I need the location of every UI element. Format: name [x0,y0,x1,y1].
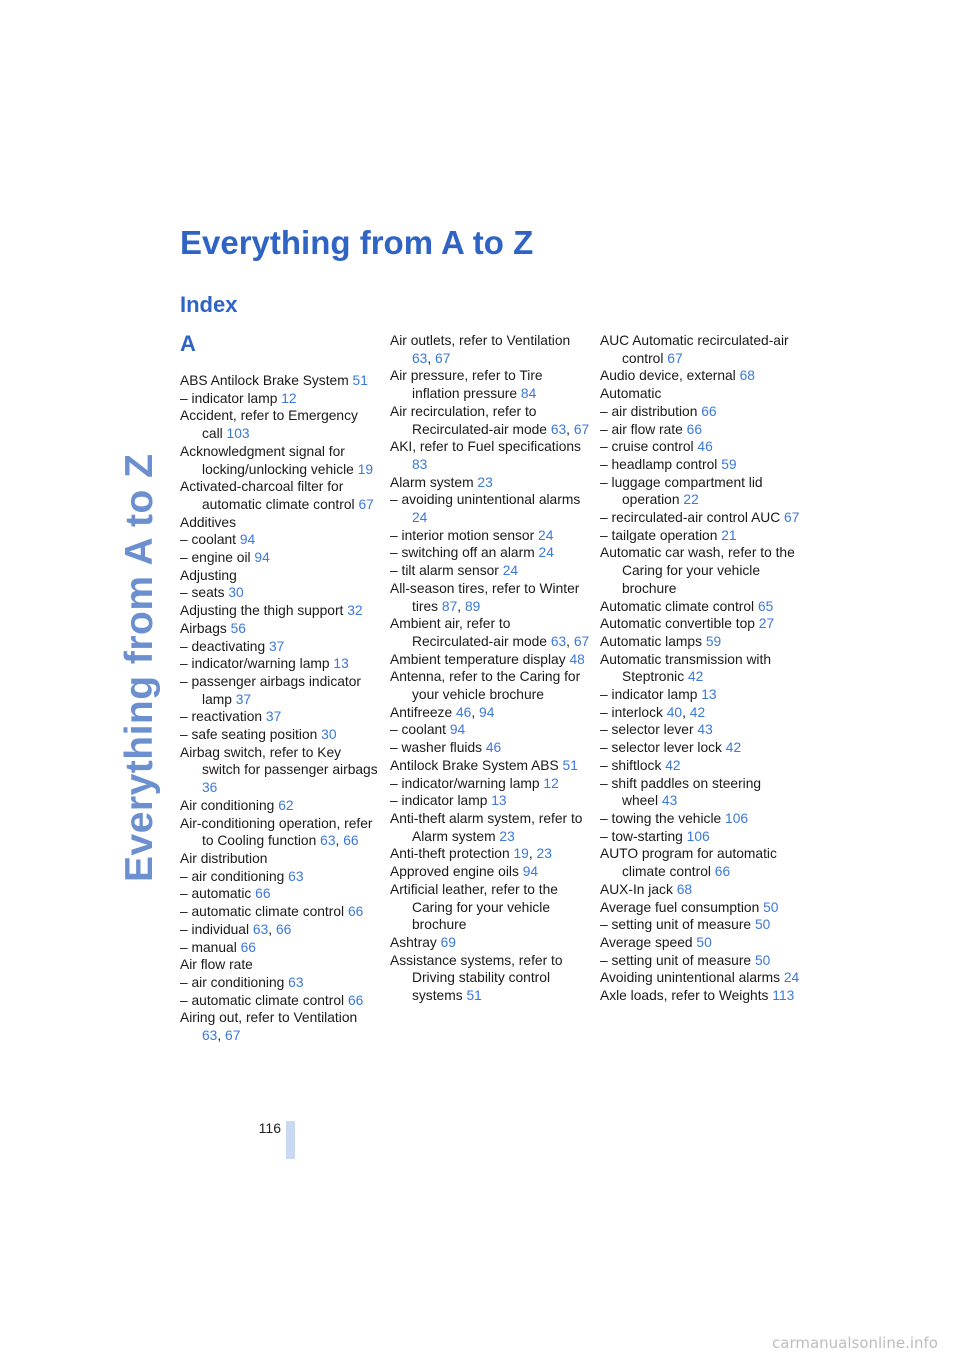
index-entry [600,544,800,597]
index-entry-term: Adjusting [180,567,237,583]
index-entry-term: – shiftlock [600,757,662,773]
index-entry [180,478,380,513]
page-reference-link[interactable]: 50 [754,952,771,968]
index-entry-term: AKI, refer to Fuel specifications [390,439,581,455]
page-reference-link[interactable]: 66 [240,939,256,955]
page-reference-link[interactable]: 24 [502,563,519,579]
index-entry [180,372,380,390]
page-reference-link[interactable]: 51 [562,757,578,773]
index-subtitle: Index [180,292,238,317]
index-entry-term: Acknowledgment signal for locking/unlocking vehicle [180,443,354,477]
index-entry-term: Approved engine oils [390,864,519,880]
index-entry-term: – indicator/warning lamp [390,775,540,791]
index-entry [390,544,590,562]
page-separator: , [471,704,476,720]
index-entry [600,775,800,810]
index-entry-term: – selector lever lock [600,740,722,756]
index-entry [600,881,800,899]
page-reference-link[interactable]: 27 [758,616,775,632]
index-entry-term: Alarm system [390,474,474,490]
index-entry [390,438,590,473]
page-reference-link[interactable]: 24 [412,510,428,526]
page-reference-link[interactable]: 94 [449,722,466,738]
index-entry-term: Axle loads, refer to Weights [600,988,769,1004]
page-reference-link[interactable]: 68 [676,881,693,897]
page-number-bar [286,1121,295,1159]
index-entry-term: Avoiding unintentional alarms [600,970,780,986]
index-entry-term: Average speed [600,934,693,950]
page-reference-link[interactable]: 42 [689,704,706,720]
index-entry [180,708,380,726]
index-entry [600,828,800,846]
index-entry [600,739,800,757]
index-entry [180,956,380,974]
page-reference-link[interactable]: 46 [485,740,502,756]
index-entry [390,775,590,793]
page-separator: , [217,1028,222,1044]
page-reference-link[interactable]: 42 [725,740,742,756]
index-entry [180,514,380,532]
index-entry [390,403,590,438]
page-reference-link[interactable]: 46 [697,439,713,455]
index-entry [180,797,380,815]
page-reference-link[interactable]: 83 [412,456,428,472]
index-entry-term: Average fuel consumption [600,899,760,915]
page-separator: , [335,833,340,849]
index-entry [390,739,590,757]
index-entry-term: – coolant [180,532,236,548]
index-entry [390,367,590,402]
page-separator: , [566,421,571,437]
index-entry [600,810,800,828]
index-entry [180,655,380,673]
page-reference-link[interactable]: 67 [358,496,374,512]
page-reference-link[interactable]: 62 [278,797,294,813]
index-entry-term: – interlock [600,704,663,720]
page-reference-link[interactable]: 40 [666,704,683,720]
index-entry-term: Air flow rate [180,957,253,973]
index-entry [180,638,380,656]
page-number: 116 [258,1120,281,1136]
index-entry [600,456,800,474]
page-reference-link[interactable]: 30 [321,727,337,743]
index-entry [600,969,800,987]
index-entry [600,332,800,367]
page-reference-link[interactable]: 24 [538,545,554,561]
page-reference-link[interactable]: 50 [763,899,779,915]
page-reference-link[interactable]: 51 [352,373,368,388]
side-section-title: Everything from A to Z [118,453,161,882]
index-entry-term: Air-conditioning operation, refer to Cooling function [180,815,373,849]
index-entry-term: – avoiding unintentional alarms [390,492,581,508]
index-entry-term: – seats [180,585,225,601]
page-reference-link[interactable]: 46 [455,704,472,720]
index-entry [180,974,380,992]
index-entry-term: Air pressure, refer to Tire inflation pressure [390,368,543,402]
index-entry-term: – towing the vehicle [600,810,722,826]
index-entry-term: – interior motion sensor [390,527,535,543]
index-entry-term: Ashtray [390,934,437,950]
page-reference-link[interactable]: 94 [254,550,270,566]
page-reference-link[interactable]: 59 [705,633,722,649]
index-entry [180,1009,380,1044]
index-entry [180,602,380,620]
page-reference-link[interactable]: 67 [435,350,451,366]
page-reference-link[interactable]: 113 [772,988,795,1004]
page-reference-link[interactable]: 43 [661,793,678,809]
index-entry [390,881,590,934]
index-entry-term: – air conditioning [180,868,285,884]
index-entry-term: – passenger airbags indicator lamp [180,673,362,707]
page-reference-link[interactable]: 66 [275,921,292,937]
index-entry [600,615,800,633]
index-entry-term: – safe seating position [180,727,318,743]
index-entry-term: Automatic transmission with Steptronic [600,651,771,685]
index-entry-term: Automatic [600,386,662,402]
index-entry-term: – automatic [180,886,252,902]
index-entry [600,721,800,739]
index-entry-term: AUX-In jack [600,881,673,897]
index-entry-term: – cruise control [600,439,694,455]
index-entry [390,562,590,580]
page-reference-link[interactable]: 94 [522,864,539,880]
page-separator: , [427,350,432,366]
index-entry-term: Accident, refer to Emergency call [180,408,358,442]
index-entry-term: – engine oil [180,550,251,566]
page-reference-link[interactable]: 43 [697,722,713,738]
index-entry [180,939,380,957]
index-entry-term: Airbag switch, refer to Key switch for passenger airbags [180,744,378,778]
page-reference-link[interactable]: 67 [784,510,800,526]
index-entry [180,531,380,549]
page-reference-link[interactable]: 69 [440,934,456,950]
index-entry-term: – tilt alarm sensor [390,563,499,579]
page-reference-link[interactable]: 66 [701,403,717,419]
index-entry-term: – indicator lamp [390,793,488,809]
index-entry-term: – tailgate operation [600,527,718,543]
page-reference-link[interactable]: 37 [268,638,285,654]
index-entry [180,407,380,442]
page-reference-link[interactable]: 37 [265,709,282,725]
index-entry-term: All-season tires, refer to Winter tires [390,580,580,614]
index-entry [600,438,800,456]
index-entry-term: – deactivating [180,638,266,654]
page-reference-link[interactable]: 84 [520,386,537,402]
index-entry [390,845,590,863]
page-reference-link[interactable]: 65 [757,598,774,614]
index-entry [390,863,590,881]
index-column-1 [180,332,380,1045]
page-separator: , [528,846,533,862]
page-separator: , [682,704,686,720]
index-entry [180,921,380,939]
page-reference-link[interactable]: 48 [569,651,585,667]
index-entry [390,332,590,367]
index-entry [180,744,380,797]
index-entry-term: Air recirculation, refer to Recirculated-air mode [390,403,547,437]
index-entry [600,934,800,952]
index-entry [600,633,800,651]
index-entry-term: Ambient air, refer to Recirculated-air mode [390,616,547,649]
index-entry-term: Adjusting the thigh support [180,603,344,619]
index-entry-term: AUC Automatic recirculated-air control [600,333,789,366]
index-entry-term: – indicator lamp [180,390,278,406]
page-reference-link[interactable]: 63 [320,833,336,849]
index-column-3 [600,332,800,1005]
index-entry [180,673,380,708]
page-reference-link[interactable]: 13 [701,687,717,703]
index-entry-term: Antifreeze [390,704,453,720]
index-entry-term: – air conditioning [180,974,285,990]
index-entry [390,792,590,810]
page-reference-link[interactable]: 12 [543,775,559,791]
index-entry [180,443,380,478]
page-reference-link[interactable]: 68 [739,368,755,384]
index-entry [390,810,590,845]
index-entry [180,390,380,408]
index-entry [180,620,380,638]
page-reference-link[interactable]: 24 [538,527,554,543]
page-separator: , [566,633,571,649]
index-entry-term: Airbags [180,620,227,636]
index-entry [600,367,800,385]
index-entry-term: – coolant [390,722,446,738]
page-reference-link[interactable]: 56 [230,620,246,636]
page-reference-link[interactable]: 94 [239,532,256,548]
index-entry-term: – automatic climate control [180,992,345,1008]
index-entry-term: – setting unit of measure [600,917,752,933]
page-reference-link[interactable]: 12 [281,390,297,406]
index-entry [600,899,800,917]
index-entry [180,815,380,850]
page-reference-link[interactable]: 36 [202,780,218,796]
page-reference-link[interactable]: 63 [288,974,304,990]
index-entry-term: – reactivation [180,709,263,725]
page-reference-link[interactable]: 66 [686,421,703,437]
page-reference-link[interactable]: 67 [667,350,683,366]
page-reference-link[interactable]: 66 [347,992,364,1008]
index-entry [390,934,590,952]
index-entry-term: Anti-theft alarm system, refer to Alarm system [390,810,583,844]
index-entry [180,567,380,585]
index-entry-term: – tow-starting [600,828,683,844]
index-entry-term: – indicator lamp [600,687,698,703]
index-entry [390,527,590,545]
index-entry-term: Automatic car wash, refer to the Caring for your vehicle brochure [600,545,795,596]
index-entry [180,726,380,744]
page-reference-link[interactable]: 67 [225,1028,241,1044]
page-reference-link[interactable]: 51 [466,988,482,1004]
index-entry-term: Air outlets, refer to Ventilation [390,333,571,348]
page-reference-link[interactable]: 89 [464,598,481,614]
index-entry-term: – recirculated-air control AUC [600,510,781,526]
index-entry-term: ABS Antilock Brake System [180,373,349,388]
page-reference-link[interactable]: 66 [347,904,364,920]
index-entry-term: Antilock Brake System ABS [390,757,559,773]
page-reference-link[interactable]: 63 [202,1028,218,1044]
page-reference-link[interactable]: 30 [228,585,244,601]
index-entry [600,757,800,775]
page-reference-link[interactable]: 63 [288,868,304,884]
page-reference-link[interactable]: 63 [550,421,567,437]
watermark: carmanualsonline.info [772,1334,938,1352]
index-entry-term: Ambient temperature display [390,651,566,667]
index-entry-term: – air distribution [600,403,698,419]
page-reference-link[interactable]: 59 [721,456,737,472]
index-entry-term: – switching off an alarm [390,545,535,561]
page-separator: , [457,598,462,614]
page-reference-link[interactable]: 50 [754,917,771,933]
page-reference-link[interactable]: 66 [343,833,359,849]
index-entry-term: Automatic lamps [600,633,702,649]
index-entry [600,527,800,545]
index-entry [600,686,800,704]
page-reference-link[interactable]: 103 [226,426,250,442]
index-entry [390,757,590,775]
index-entry-term: Automatic climate control [600,598,755,614]
index-entry-term: – selector lever [600,722,694,738]
page-reference-link[interactable]: 63 [252,921,269,937]
index-entry [600,385,800,403]
page-reference-link[interactable]: 32 [347,603,363,619]
page-reference-link[interactable]: 63 [550,633,567,649]
index-entry [180,903,380,921]
page-reference-link[interactable]: 67 [573,421,590,437]
page-reference-link[interactable]: 13 [491,793,507,809]
index-entry [600,952,800,970]
index-entry-term: – manual [180,939,237,955]
page-reference-link[interactable]: 21 [721,527,737,543]
index-entry-term: – shift paddles on steering wheel [600,775,762,809]
page-reference-link[interactable]: 24 [783,970,800,986]
index-entry-term: – headlamp control [600,456,718,472]
index-entry-term: Automatic convertible top [600,616,755,632]
index-entry [180,549,380,567]
page-reference-link[interactable]: 23 [536,846,552,862]
page-reference-link[interactable]: 22 [683,492,699,508]
index-entry [180,992,380,1010]
index-entry-term: AUTO program for automatic climate control [600,846,777,880]
index-entry [180,850,380,868]
index-entry-term: Antenna, refer to the Caring for your vehicle brochure [390,669,581,703]
page-reference-link[interactable]: 50 [696,934,712,950]
index-entry-term: Anti-theft protection [390,846,510,862]
index-entry-term: Audio device, external [600,368,736,384]
page-reference-link[interactable]: 66 [714,864,731,880]
index-entry-term: – indicator/warning lamp [180,656,330,672]
index-entry [390,721,590,739]
index-entry-term: Air conditioning [180,797,275,813]
index-entry [180,868,380,886]
page-reference-link[interactable]: 37 [235,691,252,707]
index-entry [390,668,590,703]
index-entry-term: Air distribution [180,850,268,866]
page-reference-link[interactable]: 42 [665,757,681,773]
page-separator: , [268,921,273,937]
page-reference-link[interactable]: 19 [513,846,529,862]
section-letter: A [180,331,196,356]
index-entry-term: Additives [180,514,236,530]
index-entry [390,952,590,1005]
index-entry [600,704,800,722]
page-title: Everything from A to Z [180,224,534,261]
page-reference-link[interactable]: 106 [686,828,710,844]
index-entry-term: Artificial leather, refer to the Caring for your vehicle brochure [390,881,558,933]
index-entry-term: Assistance systems, refer to Driving stability control systems [390,952,563,1004]
index-entry [600,421,800,439]
index-column-2 [390,332,590,1005]
index-entry [390,474,590,492]
index-entry-term: – washer fluids [390,740,483,756]
index-entry [390,491,590,526]
page-reference-link[interactable]: 23 [499,828,515,844]
page-reference-link[interactable]: 67 [573,633,590,649]
page-reference-link[interactable]: 106 [725,810,749,826]
index-entry [180,584,380,602]
index-entry-term: – luggage compartment lid operation [600,474,763,508]
page-reference-link[interactable]: 94 [479,704,495,720]
page-reference-link[interactable]: 42 [687,669,704,685]
index-entry [600,598,800,616]
index-entry-term: – air flow rate [600,421,683,437]
index-entry-term: Activated-charcoal filter for automatic climate control [180,479,355,512]
index-entry [600,403,800,421]
index-entry [600,474,800,509]
index-entry [600,916,800,934]
index-entry-term: Airing out, refer to Ventilation [180,1010,358,1026]
index-entry [600,845,800,880]
index-entry [600,651,800,686]
index-entry [390,704,590,722]
page-reference-link[interactable]: 87 [441,598,458,614]
page-reference-link[interactable]: 13 [333,656,349,672]
page-reference-link[interactable]: 66 [255,886,271,902]
index-entry [600,509,800,527]
index-entry-term: – setting unit of measure [600,952,752,968]
page-reference-link[interactable]: 19 [357,461,374,477]
index-entry [390,580,590,615]
page-reference-link[interactable]: 23 [477,474,493,490]
index-entry [180,885,380,903]
page-reference-link[interactable]: 63 [412,350,428,366]
index-entry [600,987,800,1005]
index-entry [390,615,590,650]
index-entry-term: – individual [180,921,250,937]
index-entry-term: – automatic climate control [180,904,345,920]
index-entry [390,651,590,669]
